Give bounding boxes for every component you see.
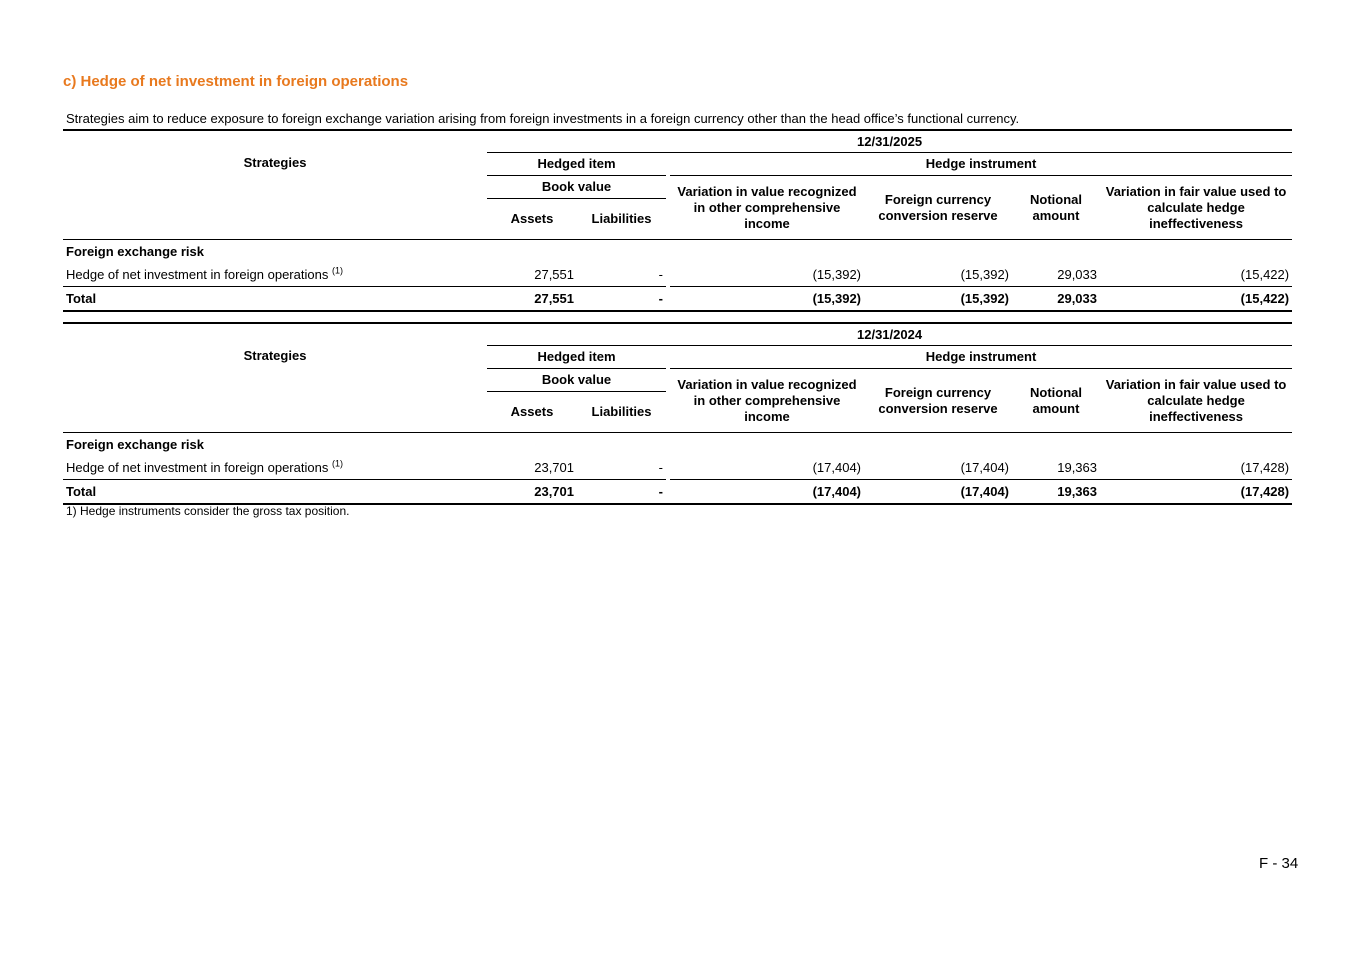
- hedged-item-header: Hedged item: [487, 346, 666, 369]
- total-assets: 27,551: [487, 287, 577, 312]
- variation-fv-value: (17,428): [1100, 456, 1292, 480]
- strategies-header: Strategies: [63, 346, 487, 433]
- liabilities-header: Liabilities: [577, 392, 666, 433]
- fx-reserve-value: (15,392): [864, 263, 1012, 287]
- strategies-header: Strategies: [63, 153, 487, 240]
- footnote-ref: (1): [331, 265, 343, 276]
- table-row: [63, 456, 1292, 480]
- fx-reserve-value: (17,404): [864, 456, 1012, 480]
- hedge-instrument-header: Hedge instrument: [670, 346, 1292, 369]
- assets-value: 23,701: [487, 456, 577, 480]
- footnote: 1) Hedge instruments consider the gross tax position.: [66, 504, 350, 518]
- hedge-table-2024: [63, 322, 1292, 505]
- fx-reserve-header: Foreign currency conversion reserve: [864, 176, 1012, 240]
- variation-oci-value: (15,392): [670, 263, 864, 287]
- total-label: Total: [63, 287, 487, 312]
- hedged-item-header: Hedged item: [487, 153, 666, 176]
- notional-header: Notional amount: [1012, 369, 1100, 433]
- assets-header: Assets: [487, 199, 577, 240]
- table-row: [63, 263, 1292, 287]
- table-date: 12/31/2025: [487, 130, 1292, 153]
- variation-oci-value: (17,404): [670, 456, 864, 480]
- liabilities-value: -: [577, 263, 666, 287]
- total-liabilities: -: [577, 287, 666, 312]
- total-notional: 19,363: [1012, 480, 1100, 505]
- page-number: F - 34: [1259, 855, 1299, 872]
- row-label: Hedge of net investment in foreign operations: [66, 266, 329, 282]
- total-variation-oci: (17,404): [670, 480, 864, 505]
- table-date: 12/31/2024: [487, 323, 1292, 346]
- variation-oci-header: Variation in value recognized in other comprehensive income: [670, 176, 864, 240]
- total-fx-reserve: (15,392): [864, 287, 1012, 312]
- total-notional: 29,033: [1012, 287, 1100, 312]
- group-label: Foreign exchange risk: [66, 243, 204, 259]
- total-assets: 23,701: [487, 480, 577, 505]
- total-row: [63, 480, 1292, 505]
- liabilities-header: Liabilities: [577, 199, 666, 240]
- total-variation-fv: (15,422): [1100, 287, 1292, 312]
- notional-value: 29,033: [1012, 263, 1100, 287]
- variation-fv-header: Variation in fair value used to calculate hedge ineffectiveness: [1100, 369, 1292, 433]
- assets-header: Assets: [487, 392, 577, 433]
- section-title: c) Hedge of net investment in foreign operations: [63, 73, 409, 90]
- variation-fv-value: (15,422): [1100, 263, 1292, 287]
- row-label: Hedge of net investment in foreign operations: [66, 459, 329, 475]
- hedge-instrument-header: Hedge instrument: [670, 153, 1292, 176]
- intro-text: Strategies aim to reduce exposure to foreign exchange variation arising from foreign investments in a foreign currency other than the head office’s functional currency.: [66, 111, 1020, 126]
- assets-value: 27,551: [487, 263, 577, 287]
- group-label: Foreign exchange risk: [66, 436, 204, 452]
- variation-oci-header: Variation in value recognized in other comprehensive income: [670, 369, 864, 433]
- hedge-table-2025: [63, 129, 1292, 312]
- total-label: Total: [63, 480, 487, 505]
- total-variation-oci: (15,392): [670, 287, 864, 312]
- total-fx-reserve: (17,404): [864, 480, 1012, 505]
- footnote-ref: (1): [331, 458, 343, 469]
- total-row: [63, 287, 1292, 312]
- book-value-header: Book value: [487, 176, 666, 199]
- liabilities-value: -: [577, 456, 666, 480]
- total-variation-fv: (17,428): [1100, 480, 1292, 505]
- book-value-header: Book value: [487, 369, 666, 392]
- variation-fv-header: Variation in fair value used to calculate hedge ineffectiveness: [1100, 176, 1292, 240]
- notional-value: 19,363: [1012, 456, 1100, 480]
- total-liabilities: -: [577, 480, 666, 505]
- notional-header: Notional amount: [1012, 176, 1100, 240]
- fx-reserve-header: Foreign currency conversion reserve: [864, 369, 1012, 433]
